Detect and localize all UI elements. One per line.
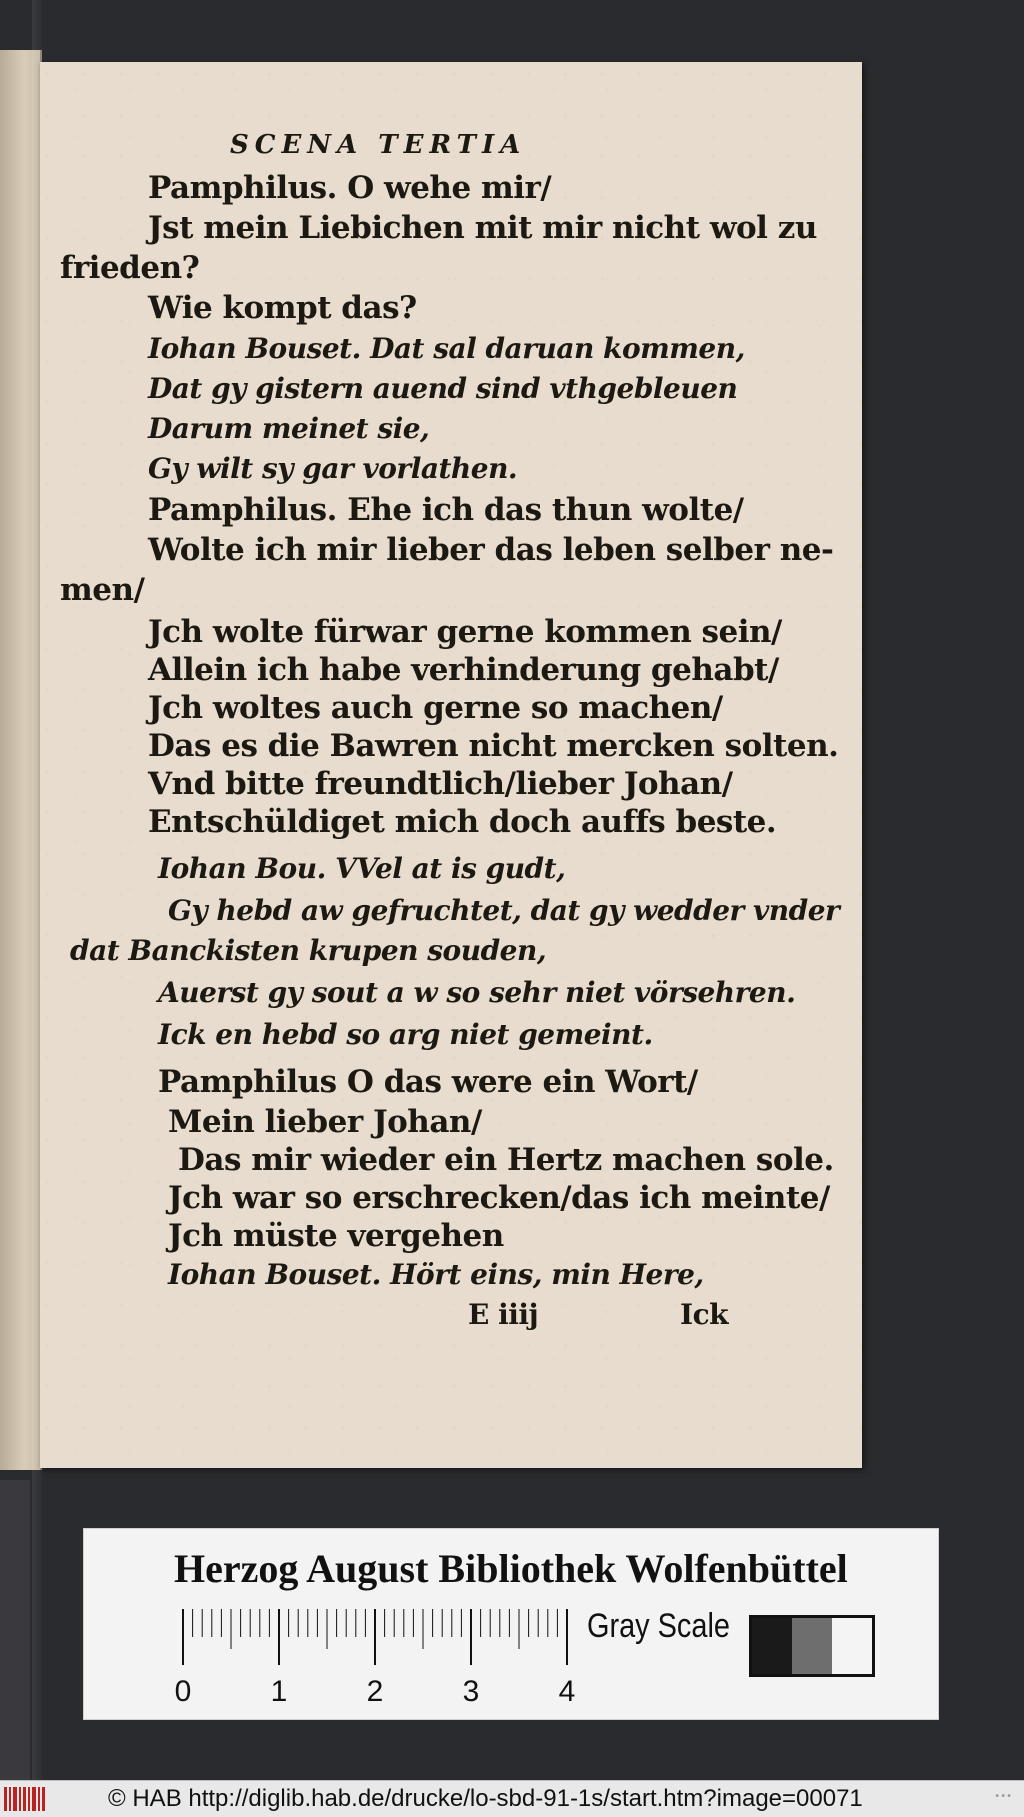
- library-title: Herzog August Bibliothek Wolfenbüttel: [174, 1546, 848, 1591]
- text-line: Wolte ich mir lieber das leben selber ne-: [148, 532, 834, 568]
- text-line: Das es die Bawren nicht mercken solten.: [148, 728, 839, 764]
- text-line: Pamphilus. O wehe mir/: [148, 170, 552, 206]
- text-line: men/: [60, 572, 145, 608]
- text-line: Vnd bitte freundtlich/lieber Johan/: [148, 766, 733, 802]
- text-line: Jst mein Liebichen mit mir nicht wol zu: [148, 210, 817, 246]
- corner-marks-icon: •••: [994, 1791, 1012, 1802]
- text-line: Iohan Bou. VVel at is gudt,: [158, 852, 566, 885]
- text-line: Jch wolte fürwar gerne kommen sein/: [148, 614, 782, 650]
- gray-swatch: [832, 1618, 872, 1674]
- barcode-icon: [4, 1787, 48, 1811]
- text-line: Entschüldiget mich doch auffs beste.: [148, 804, 777, 840]
- text-line: Wie kompt das?: [148, 290, 417, 326]
- text-line: Gy wilt sy gar vorlathen.: [148, 452, 518, 485]
- text-line: Iohan Bouset. Dat sal daruan kommen,: [148, 332, 745, 365]
- text-line: Iohan Bouset. Hört eins, min Here,: [168, 1258, 704, 1291]
- text-line: Pamphilus O das were ein Wort/: [158, 1064, 698, 1100]
- gray-scale-swatches: [749, 1615, 875, 1677]
- ruler-number: 4: [558, 1675, 576, 1708]
- ruler-number: 0: [174, 1675, 192, 1708]
- text-line: Das mir wieder ein Hertz machen sole.: [178, 1142, 834, 1178]
- page-header: SCENA TERTIA: [230, 130, 527, 160]
- gray-scale-label: Gray Scale: [587, 1607, 730, 1645]
- text-line: Dat gy gistern auend sind vthgebleuen: [148, 372, 738, 405]
- text-line: Darum meinet sie,: [148, 412, 430, 445]
- text-line: Jch war so erschrecken/das ich meinte/: [168, 1180, 830, 1216]
- footer-bar: [0, 1780, 1024, 1817]
- copyright-url[interactable]: © HAB http://diglib.hab.de/drucke/lo-sbd-91-1s/start.htm?image=00071: [108, 1785, 863, 1812]
- text-line: Ick en hebd so arg niet gemeint.: [158, 1018, 653, 1051]
- text-line: Allein ich habe verhinderung gehabt/: [148, 652, 779, 688]
- text-line: Gy hebd aw gefruchtet, dat gy wedder vnder: [168, 894, 840, 927]
- text-line: Jch woltes auch gerne so machen/: [148, 690, 723, 726]
- ruler-number: 1: [270, 1675, 288, 1708]
- text-line: dat Banckisten krupen souden,: [70, 934, 547, 967]
- gray-swatch: [752, 1618, 792, 1674]
- color-calibration-target: [83, 1528, 939, 1720]
- signature-mark: E iiij: [468, 1298, 539, 1331]
- catchword: Ick: [680, 1298, 729, 1331]
- ruler-number: 3: [462, 1675, 480, 1708]
- text-line: frieden?: [60, 250, 200, 286]
- ruler-number: 2: [366, 1675, 384, 1708]
- text-line: Mein lieber Johan/: [168, 1104, 482, 1140]
- book-page: [40, 62, 862, 1468]
- text-line: Pamphilus. Ehe ich das thun wolte/: [148, 492, 744, 528]
- measurement-ruler: [174, 1609, 576, 1709]
- text-line: Auerst gy sout a w so sehr niet vörsehren.: [158, 976, 796, 1009]
- text-line: Jch müste vergehen: [168, 1218, 504, 1254]
- gray-swatch: [792, 1618, 832, 1674]
- dark-background-strip: [0, 1480, 30, 1780]
